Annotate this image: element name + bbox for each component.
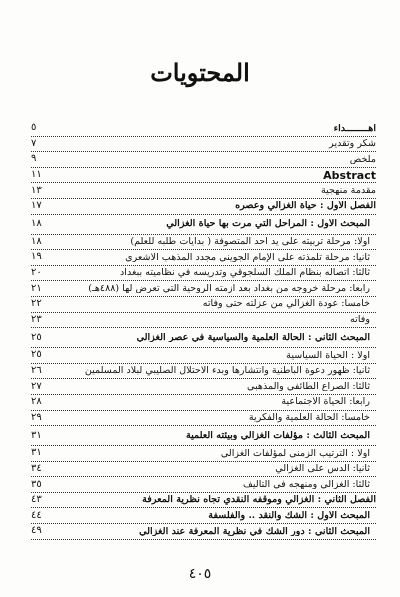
toc-entry-title: الفصل الثاني : الغزالي وموقفه النقدي تجاه نظرية المعرفة [142,495,376,505]
toc-entry [31,137,376,153]
toc-entry-title: خامساً: عودة الغزالي من عزلته حتى وفاته [202,299,370,310]
toc-entry [31,183,376,199]
toc-entry-title: أولاً: مرحلة تربيته على يد أحد المتصوفة ( بدايات طلبه للعلم) [130,237,370,247]
toc-entry-title: ثانياً: الدس على الغزالي [275,464,370,474]
toc-entry [31,364,376,380]
toc-entry-title: ثانياً: ظهور دعوة الباطنية وانتشارها وبدء الاحتلال الصليبي لبلاد المسلمين [84,366,370,376]
toc-entry-title: ثالثاً: الصراع الطائفي والمذهبي [247,381,370,392]
toc-entry [31,508,376,524]
toc-entry [31,446,376,462]
toc-entry-page: ١١ [31,169,42,181]
toc-entry-title: الفصل الأول : حياة الغزالي وعصره [235,201,376,212]
toc-entry-title: خامساً: الحالة العلمية والفكرية [248,413,370,423]
toc-entry [31,411,376,427]
toc-entry [31,152,376,168]
toc-entry-page: ٢١ [31,282,42,294]
toc-entry-page: ٢٧ [31,380,42,392]
toc-entry-page: ٣١ [31,429,42,441]
toc-entry [31,493,376,509]
toc-entry-page: ٤٣ [31,494,42,506]
toc-entry-page: ٢٨ [31,396,42,408]
toc-entry-title: المبحث الثالث : مؤلفات الغزالي وبيئته العلمية [185,430,370,441]
toc-entry [31,266,376,282]
toc-entry-page: ٥ [31,122,37,134]
toc-entry-title: المبحث الثاني : الحالة العلمية والسياسية في عصر الغزالي [136,332,370,343]
toc-entry [31,395,376,411]
toc-entry-page: ٢٥ [31,331,42,343]
toc-entry-page: ٩ [31,153,37,165]
toc-entry-title: Abstract [323,169,376,181]
toc-entry-title: ملخص [349,154,376,165]
toc-entry [31,348,376,364]
toc-entry-page: ١٧ [31,200,42,212]
toc-entry [31,477,376,493]
toc-entry-page: ١٨ [31,235,42,247]
toc-entry-page: ١٩ [31,251,42,263]
toc-entry-title: المبحث الثاني : دور الشك في نظرية المعرفة عند الغزالي [139,526,370,537]
toc-entry [31,462,376,478]
toc-entry-page: ٣٥ [31,478,42,490]
toc-entry-page: ٣٤ [31,462,42,474]
toc-entry-page: ١٣ [31,184,42,196]
toc-entry-page: ٤٩ [31,525,42,537]
toc-entry-page: ٢٣ [31,313,42,325]
page-number: ٤٠٥ [188,566,212,582]
toc-entry-title: رابعاً: مرحلة خروجه من بغداد بعد أزمته الروحية التي تعرض لها (٤٨٨هـ) [88,283,370,294]
toc-entry-title: ثالثاً: الغزالي ومنهجه في التأليف [242,479,370,490]
page-title: المحتويات [150,58,250,87]
toc-entry [31,426,376,446]
toc-entry [31,121,376,137]
toc-entry-page: ٣١ [31,447,42,459]
toc-entry [31,281,376,297]
toc-entry-title: شكر وتقدير [329,139,376,149]
toc-entry-page: ٢٢ [31,298,42,310]
toc-entry-page: ١٨ [31,218,42,230]
toc-entry-title: ثالثاً: اتصاله بنظام الملك السلجوقي وتدريسه في نظاميته ببغداد [120,268,370,278]
toc-entry-title: اهــــــــداء [333,123,376,134]
toc-entry-title: المبحث الأول : الشك والنقد .. والفلسفة [208,510,370,521]
toc-entry-title: وفاته [350,315,370,325]
toc-entry [31,235,376,251]
toc-entry [31,168,376,184]
toc-entry-title: أولاً : الترتيب الزمني لمؤلفات الغزالي [220,448,370,459]
toc-entry-page: ٧ [31,137,37,149]
toc-entry [31,297,376,313]
toc-entry [31,524,376,540]
toc-entry [31,328,376,348]
toc-entry [31,250,376,266]
toc-entry-page: ٢٥ [31,349,42,361]
toc-entry [31,379,376,395]
toc-entry [31,199,376,215]
toc-entry [31,313,376,329]
toc-entry-title: ثانياً: مرحلة تلمذته على الإمام الجويني مجدد المذهب الأشعري [125,252,370,263]
toc-entry-page: ٤٤ [31,509,42,521]
toc-entry-page: ٢٦ [31,365,42,377]
toc-entry-page: ٢٠ [31,267,42,279]
toc-entry-title: رابعاً: الحياة الاجتماعية [281,397,370,407]
toc-entry-title: المبحث الأول : المراحل التي مرت بها حياة الغزالي [166,219,370,229]
toc-entry-page: ٢٩ [31,411,42,423]
toc-entry [31,215,376,235]
table-of-contents [31,121,376,540]
toc-entry-title: مقدمة منهجية [320,185,376,196]
toc-entry-title: أولاً : الحياة السياسية [286,350,370,361]
